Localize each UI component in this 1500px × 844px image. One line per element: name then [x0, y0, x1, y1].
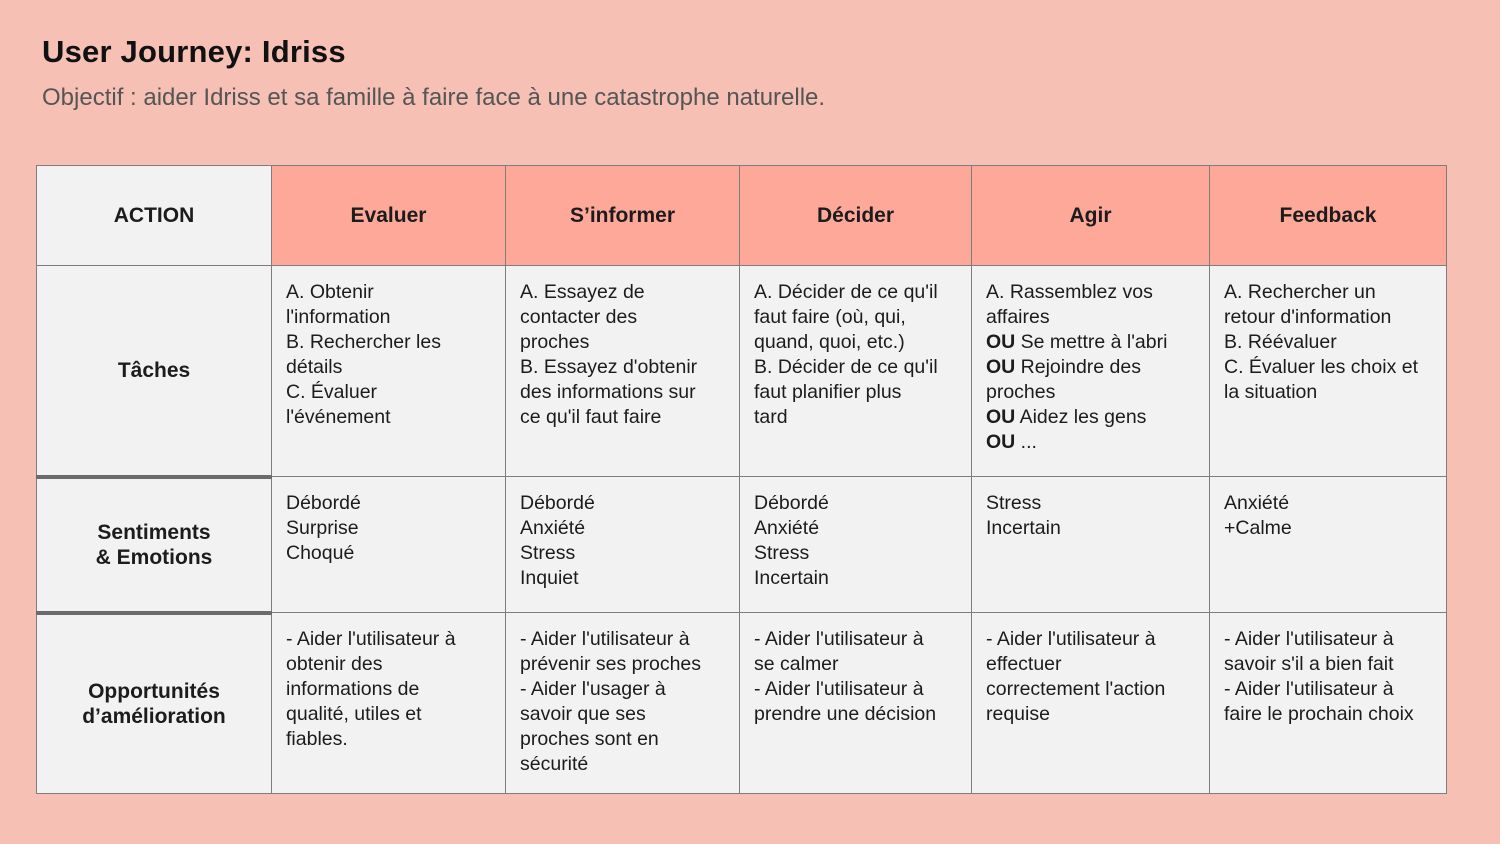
or-keyword: OU	[986, 356, 1016, 378]
cell-line: Stress	[754, 542, 810, 564]
cell-line: faire le prochain choix	[1224, 703, 1414, 725]
cell-line: Anxiété	[520, 517, 586, 539]
cell-line-text: Aidez les gens	[1015, 406, 1147, 428]
stage-header-decider: Décider	[740, 166, 972, 266]
cell-line: savoir que ses	[520, 703, 646, 725]
cell-line: ce qu'il faut faire	[520, 406, 662, 428]
cell-line: - Aider l'utilisateur à	[286, 628, 456, 650]
cell-line: sécurité	[520, 753, 589, 775]
cell-line: retour d'information	[1224, 306, 1392, 328]
emotions-cell	[740, 477, 972, 613]
cell-line: la situation	[1224, 381, 1318, 403]
stage-header-row	[37, 166, 1447, 266]
row-header-opportunites	[37, 613, 272, 794]
cell-line: - Aider l'utilisateur à	[520, 628, 690, 650]
tasks-cell	[506, 266, 740, 477]
cell-line-text: proches	[986, 381, 1056, 403]
cell-line: A. Obtenir	[286, 281, 374, 303]
cell-line: Incertain	[754, 567, 829, 589]
cell-line: Incertain	[986, 517, 1061, 539]
cell-line-text: Se mettre à l'abri	[1015, 331, 1168, 353]
cell-line: Débordé	[286, 492, 361, 514]
cell-line: - Aider l'utilisateur à	[754, 678, 924, 700]
or-keyword: OU	[986, 406, 1016, 428]
page-subtitle: Objectif : aider Idriss et sa famille à faire face à une catastrophe naturelle.	[42, 84, 826, 111]
cell-line: fiables.	[286, 728, 348, 750]
cell-line: Stress	[520, 542, 576, 564]
opportunities-cell	[506, 613, 740, 794]
stage-header-evaluer: Evaluer	[272, 166, 506, 266]
cell-line	[986, 405, 1197, 430]
action-header: ACTION	[37, 166, 272, 266]
cell-line: A. Essayez de	[520, 281, 645, 303]
page-title: User Journey: Idriss	[42, 34, 346, 69]
cell-line-text: Rejoindre des	[1015, 356, 1141, 378]
opportunities-row	[37, 613, 1447, 794]
cell-line: Inquiet	[520, 567, 579, 589]
row-header-taches: Tâches	[37, 266, 272, 477]
cell-line: contacter des	[520, 306, 638, 328]
row-header-line: & Emotions	[95, 545, 213, 569]
cell-line: qualité, utiles et	[286, 703, 422, 725]
cell-line: des informations sur	[520, 381, 696, 403]
stage-header-feedback: Feedback	[1210, 166, 1447, 266]
row-header-line: d’amélioration	[82, 704, 226, 728]
cell-line: l'information	[286, 306, 391, 328]
cell-line: - Aider l'usager à	[520, 678, 666, 700]
cell-line: B. Rechercher les	[286, 331, 441, 353]
tasks-cell	[972, 266, 1210, 477]
cell-line: requise	[986, 703, 1050, 725]
stage-header-agir: Agir	[972, 166, 1210, 266]
tasks-cell	[740, 266, 972, 477]
cell-line: faut faire (où, qui,	[754, 306, 906, 328]
cell-line: B. Essayez d'obtenir	[520, 356, 698, 378]
cell-line	[986, 430, 1197, 455]
row-header-line: Opportunités	[88, 679, 220, 703]
cell-line: Surprise	[286, 517, 359, 539]
cell-line: B. Réévaluer	[1224, 331, 1337, 353]
cell-line: - Aider l'utilisateur à	[986, 628, 1156, 650]
cell-line	[986, 330, 1197, 355]
opportunities-cell	[972, 613, 1210, 794]
cell-line-text: affaires	[986, 306, 1050, 328]
cell-line: C. Évaluer	[286, 381, 378, 403]
row-header-sentiments	[37, 477, 272, 613]
cell-line: quand, quoi, etc.)	[754, 331, 905, 353]
cell-line	[986, 380, 1197, 405]
cell-line: effectuer	[986, 653, 1062, 675]
emotions-row	[37, 477, 1447, 613]
cell-line: Anxiété	[1224, 492, 1290, 514]
cell-line: Débordé	[520, 492, 595, 514]
cell-line: A. Décider de ce qu'il	[754, 281, 938, 303]
emotions-cell	[272, 477, 506, 613]
cell-line	[986, 305, 1197, 330]
cell-line: faut planifier plus	[754, 381, 902, 403]
cell-line: Anxiété	[754, 517, 820, 539]
cell-line: Choqué	[286, 542, 355, 564]
cell-line: savoir s'il a bien fait	[1224, 653, 1394, 675]
cell-line: correctement l'action	[986, 678, 1166, 700]
cell-line-text: A. Rassemblez vos	[986, 281, 1153, 303]
cell-line: +Calme	[1224, 517, 1292, 539]
or-keyword: OU	[986, 331, 1016, 353]
cell-line: se calmer	[754, 653, 839, 675]
cell-line: l'événement	[286, 406, 391, 428]
emotions-cell	[1210, 477, 1447, 613]
tasks-cell	[1210, 266, 1447, 477]
cell-line: informations de	[286, 678, 420, 700]
or-keyword: OU	[986, 431, 1016, 453]
opportunities-cell	[272, 613, 506, 794]
opportunities-cell	[1210, 613, 1447, 794]
cell-line-text: ...	[1015, 431, 1037, 453]
cell-line: obtenir des	[286, 653, 383, 675]
cell-line: détails	[286, 356, 343, 378]
cell-line: tard	[754, 406, 788, 428]
user-journey-table	[36, 165, 1447, 794]
cell-line: proches	[520, 331, 590, 353]
cell-line	[986, 355, 1197, 380]
cell-line: prendre une décision	[754, 703, 937, 725]
cell-line: C. Évaluer les choix et	[1224, 356, 1419, 378]
cell-line: proches sont en	[520, 728, 659, 750]
opportunities-cell	[740, 613, 972, 794]
cell-line: - Aider l'utilisateur à	[754, 628, 924, 650]
row-header-line: Sentiments	[97, 520, 211, 544]
cell-line: - Aider l'utilisateur à	[1224, 628, 1394, 650]
cell-line	[986, 280, 1197, 305]
cell-line: prévenir ses proches	[520, 653, 702, 675]
cell-line: Stress	[986, 492, 1042, 514]
cell-line: A. Rechercher un	[1224, 281, 1376, 303]
tasks-row	[37, 266, 1447, 477]
cell-line: - Aider l'utilisateur à	[1224, 678, 1394, 700]
tasks-cell	[272, 266, 506, 477]
cell-line: Débordé	[754, 492, 829, 514]
emotions-cell	[972, 477, 1210, 613]
emotions-cell	[506, 477, 740, 613]
cell-line: B. Décider de ce qu'il	[754, 356, 938, 378]
stage-header-sinformer: S’informer	[506, 166, 740, 266]
